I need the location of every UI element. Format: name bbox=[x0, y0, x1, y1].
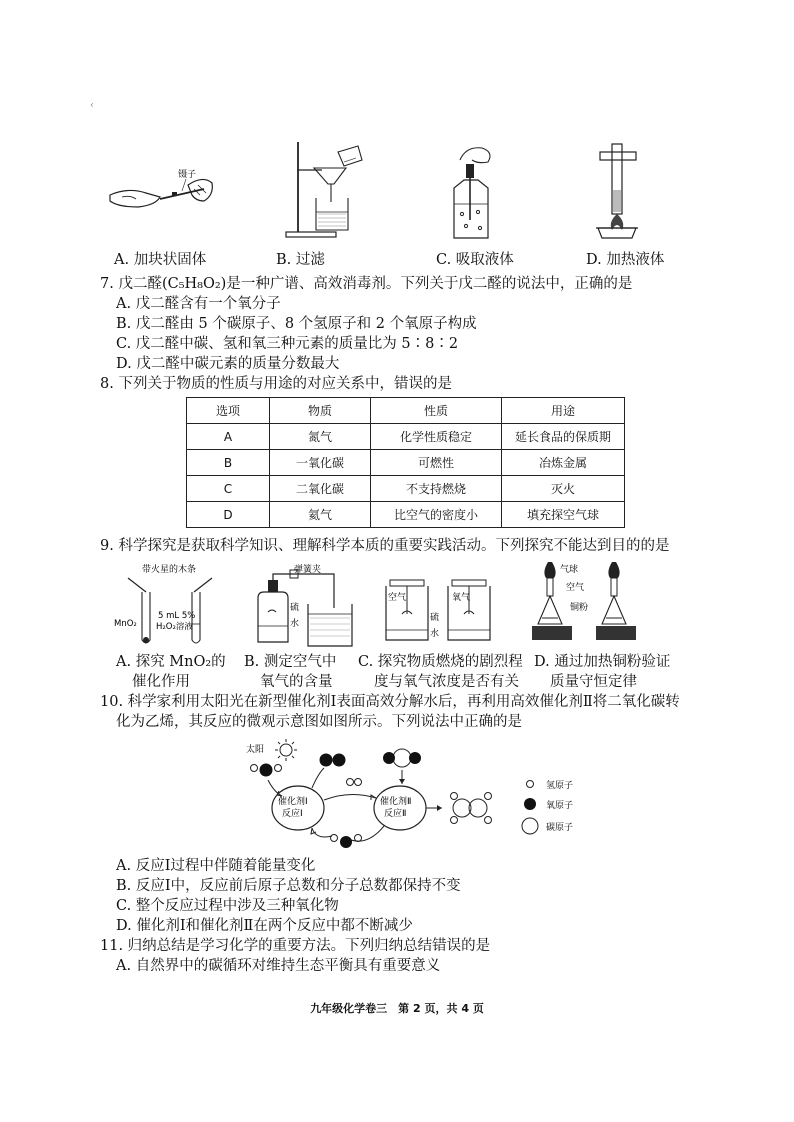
label-sun: 太阳 bbox=[246, 745, 265, 755]
q10-option-d: D. 催化剂Ⅰ和催化剂Ⅱ在两个反应中都不断减少 bbox=[116, 918, 413, 934]
q11-option-a: A. 自然界中的碳循环对维持生态平衡具有重要意义 bbox=[116, 958, 441, 974]
label-catalyst-1: 催化剂Ⅰ bbox=[278, 797, 308, 807]
table-cell: C bbox=[187, 476, 270, 502]
legend-hydrogen: 氢原子 bbox=[546, 781, 574, 791]
q6-option-a: A. 加块状固体 bbox=[114, 252, 207, 268]
q9-figure-b bbox=[250, 562, 360, 652]
sun-icon bbox=[275, 739, 297, 761]
label-clip: 弹簧夹 bbox=[294, 565, 322, 575]
q6-option-c: C. 吸取液体 bbox=[436, 252, 514, 268]
q10-stem-line2: 化为乙烯，其反应的微观示意图如图所示。下列说法中正确的是 bbox=[116, 714, 522, 730]
q9-stem: 9. 科学探究是获取科学知识、理解科学本质的重要实践活动。下列探究不能达到目的的是 bbox=[100, 538, 670, 554]
table-header-row bbox=[187, 398, 625, 424]
table-cell: 冶炼金属 bbox=[502, 450, 625, 476]
q9-figure-d bbox=[530, 558, 650, 648]
q9-option-d-line1: D. 通过加热铜粉验证 bbox=[534, 654, 671, 670]
legend-carbon: 碳原子 bbox=[546, 823, 574, 833]
label-reaction-1: 反应Ⅰ bbox=[282, 809, 303, 819]
q7-stem: 7. 戊二醛(C₅H₈O₂)是一种广谱、高效消毒剂。下列关于戊二醛的说法中，正确的是 bbox=[100, 276, 633, 292]
tweezers-label: 镊子 bbox=[178, 170, 197, 180]
q9-option-a-line2: 催化作用 bbox=[132, 674, 190, 690]
q6-option-b: B. 过滤 bbox=[276, 252, 325, 268]
q9-option-b-line1: B. 测定空气中 bbox=[244, 654, 337, 670]
label-sulfur-c: 硫 bbox=[430, 613, 440, 623]
table-cell: A bbox=[187, 424, 270, 450]
q10-option-b: B. 反应Ⅰ中，反应前后原子总数和分子总数都保持不变 bbox=[116, 878, 461, 894]
label-solution-1: 5 mL 5% bbox=[158, 611, 196, 621]
column-header: 物质 bbox=[270, 398, 371, 424]
label-catalyst-2: 催化剂Ⅱ bbox=[380, 797, 412, 807]
table-row bbox=[187, 424, 625, 450]
label-water: 水 bbox=[290, 619, 300, 629]
q7-option-d: D. 戊二醛中碳元素的质量分数最大 bbox=[116, 356, 340, 372]
table-cell: D bbox=[187, 502, 270, 528]
table-cell: 填充探空气球 bbox=[502, 502, 625, 528]
column-header: 性质 bbox=[371, 398, 502, 424]
label-glowing-splint: 带火星的木条 bbox=[142, 565, 197, 575]
table-cell: 不支持燃烧 bbox=[371, 476, 502, 502]
q6-option-d: D. 加热液体 bbox=[586, 252, 665, 268]
q7-option-a: A. 戊二醛含有一个氧分子 bbox=[116, 296, 281, 312]
q6-figure-b bbox=[278, 140, 368, 240]
q9-option-b-line2: 氧气的含量 bbox=[260, 674, 333, 690]
q9-figure-c bbox=[378, 562, 498, 652]
q8-stem: 8. 下列关于物质的性质与用途的对应关系中，错误的是 bbox=[100, 376, 452, 392]
q10-stem-line1: 10. 科学家利用太阳光在新型催化剂Ⅰ表面高效分解水后，再利用高效催化剂Ⅱ将二氧化碳转 bbox=[100, 694, 680, 710]
label-balloon: 气球 bbox=[560, 565, 579, 575]
table-row bbox=[187, 450, 625, 476]
q10-option-a: A. 反应Ⅰ过程中伴随着能量变化 bbox=[116, 858, 316, 874]
q10-reaction-diagram bbox=[246, 736, 606, 854]
q9-option-a-line1: A. 探究 MnO₂的 bbox=[116, 654, 226, 670]
q10-option-c: C. 整个反应过程中涉及三种氧化物 bbox=[116, 898, 339, 914]
q9-option-c-line2: 度与氧气浓度是否有关 bbox=[374, 674, 519, 690]
label-mno2: MnO₂ bbox=[114, 619, 137, 629]
table-row bbox=[187, 502, 625, 528]
q7-option-b: B. 戊二醛由 5 个碳原子、8 个氢原子和 2 个氧原子构成 bbox=[116, 316, 477, 332]
table-row bbox=[187, 476, 625, 502]
table-cell: 比空气的密度小 bbox=[371, 502, 502, 528]
table-cell: 二氧化碳 bbox=[270, 476, 371, 502]
label-sulfur: 硫 bbox=[290, 603, 300, 613]
table-cell: 灭火 bbox=[502, 476, 625, 502]
label-copper: 铜粉 bbox=[570, 603, 589, 613]
q7-option-c: C. 戊二醛中碳、氢和氧三种元素的质量比为 5∶8∶2 bbox=[116, 336, 459, 352]
table-cell: 化学性质稳定 bbox=[371, 424, 502, 450]
q11-stem: 11. 归纳总结是学习化学的重要方法。下列归纳总结错误的是 bbox=[100, 938, 491, 954]
table-cell: 氦气 bbox=[270, 502, 371, 528]
q6-figure-d bbox=[590, 140, 650, 240]
column-header: 用途 bbox=[502, 398, 625, 424]
table-cell: 可燃性 bbox=[371, 450, 502, 476]
q6-figure-a bbox=[108, 165, 218, 215]
corner-mark: ‹ bbox=[90, 100, 94, 111]
label-oxygen: 氧气 bbox=[452, 593, 471, 603]
label-air-d: 空气 bbox=[566, 583, 585, 593]
table-cell: 延长食品的保质期 bbox=[502, 424, 625, 450]
q9-option-d-line2: 质量守恒定律 bbox=[550, 674, 637, 690]
label-water-c: 水 bbox=[430, 629, 440, 639]
table-cell: 氮气 bbox=[270, 424, 371, 450]
q6-figure-c bbox=[448, 142, 508, 242]
table-cell: B bbox=[187, 450, 270, 476]
page-footer: 九年级化学卷三 第 2 页，共 4 页 bbox=[310, 1002, 484, 1015]
q8-table bbox=[186, 397, 625, 528]
label-solution-2: H₂O₂溶液 bbox=[156, 622, 193, 632]
q9-figure-a bbox=[112, 562, 232, 652]
table-cell: 一氧化碳 bbox=[270, 450, 371, 476]
q9-option-c-line1: C. 探究物质燃烧的剧烈程 bbox=[358, 654, 523, 670]
label-air: 空气 bbox=[388, 593, 407, 603]
label-reaction-2: 反应Ⅱ bbox=[384, 809, 407, 819]
column-header: 选项 bbox=[187, 398, 270, 424]
legend-oxygen: 氧原子 bbox=[546, 801, 574, 811]
